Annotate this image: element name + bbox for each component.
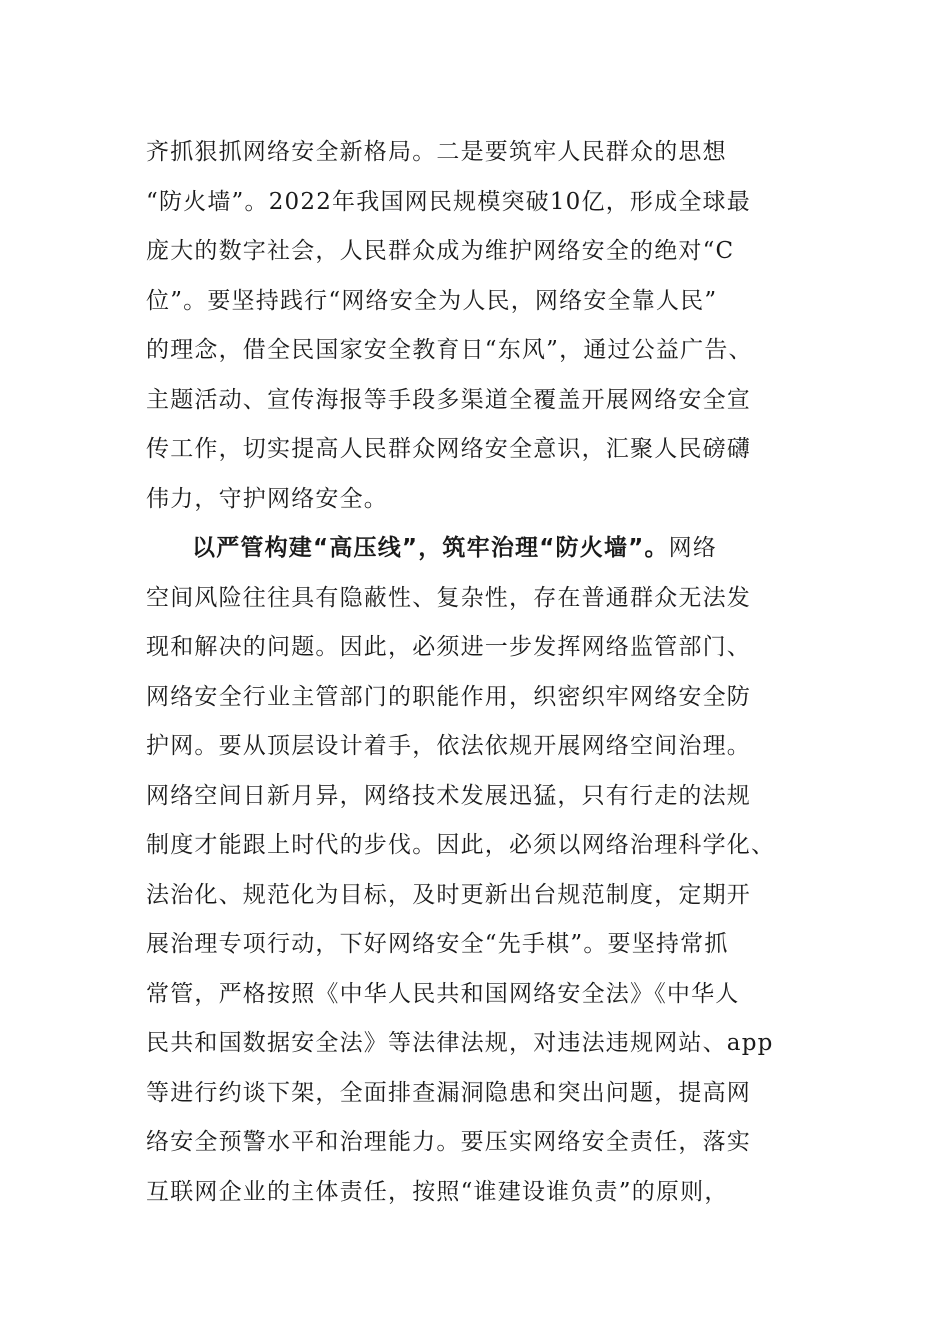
text-line: “防火墙”。2022年我国网民规模突破10亿，形成全球最 xyxy=(146,188,751,215)
paragraph-2-first-line xyxy=(146,524,806,574)
text-line: 现和解决的问题。因此，必须进一步发挥网络监管部门、 xyxy=(146,634,751,660)
text-line: 等进行约谈下架，全面排查漏洞隐患和突出问题，提高网 xyxy=(146,1079,751,1106)
text-line: 齐抓狠抓网络安全新格局。二是要筑牢人民群众的思想 xyxy=(146,139,727,165)
text-line: 网络空间日新月异，网络技术发展迅猛，只有行走的法规 xyxy=(146,782,751,809)
text-line: 网络安全行业主管部门的职能作用，织密织牢网络安全防 xyxy=(146,683,751,710)
text-line: 的理念，借全民国家安全教育日“东风”，通过公益广告、 xyxy=(146,337,753,363)
text-line: 互联网企业的主体责任，按照“谁建设谁负责”的原则， xyxy=(146,1178,729,1205)
paragraph-2 xyxy=(146,524,806,1217)
text-line: 位”。要坚持践行“网络安全为人民，网络安全靠人民” xyxy=(146,287,718,314)
text-line: 护网。要从顶层设计着手，依法依规开展网络空间治理。 xyxy=(146,733,751,759)
text-line: 空间风险往往具有隐蔽性、复杂性，存在普通群众无法发 xyxy=(146,584,751,611)
first-line-text: 网络 xyxy=(668,535,718,561)
text-line: 展治理专项行动，下好网络安全“先手棋”。要坚持常抓 xyxy=(146,931,729,957)
text-line: 常管，严格按照《中华人民共和国网络安全法》《中华人 xyxy=(146,980,740,1007)
section-heading: 以严管构建“高压线”，筑牢治理“防火墙”。 xyxy=(192,535,669,561)
text-line: 络安全预警水平和治理能力。要压实网络安全责任，落实 xyxy=(146,1129,751,1155)
text-line: 庞大的数字社会，人民群众成为维护网络安全的绝对“C xyxy=(146,238,735,264)
text-line: 主题活动、宣传海报等手段多渠道全覆盖开展网络安全宣 xyxy=(146,386,751,413)
text-line: 制度才能跟上时代的步伐。因此，必须以网络治理科学化、 xyxy=(146,832,776,858)
text-line: 传工作，切实提高人民群众网络安全意识，汇聚人民磅礴 xyxy=(146,436,751,462)
body-text xyxy=(146,128,806,1217)
text-line: 伟力，守护网络安全。 xyxy=(146,485,388,512)
text-line: 民共和国数据安全法》等法律法规，对违法违规网站、app xyxy=(146,1030,774,1056)
paragraph-1 xyxy=(146,128,806,524)
text-line: 法治化、规范化为目标，及时更新出台规范制度，定期开 xyxy=(146,881,751,908)
